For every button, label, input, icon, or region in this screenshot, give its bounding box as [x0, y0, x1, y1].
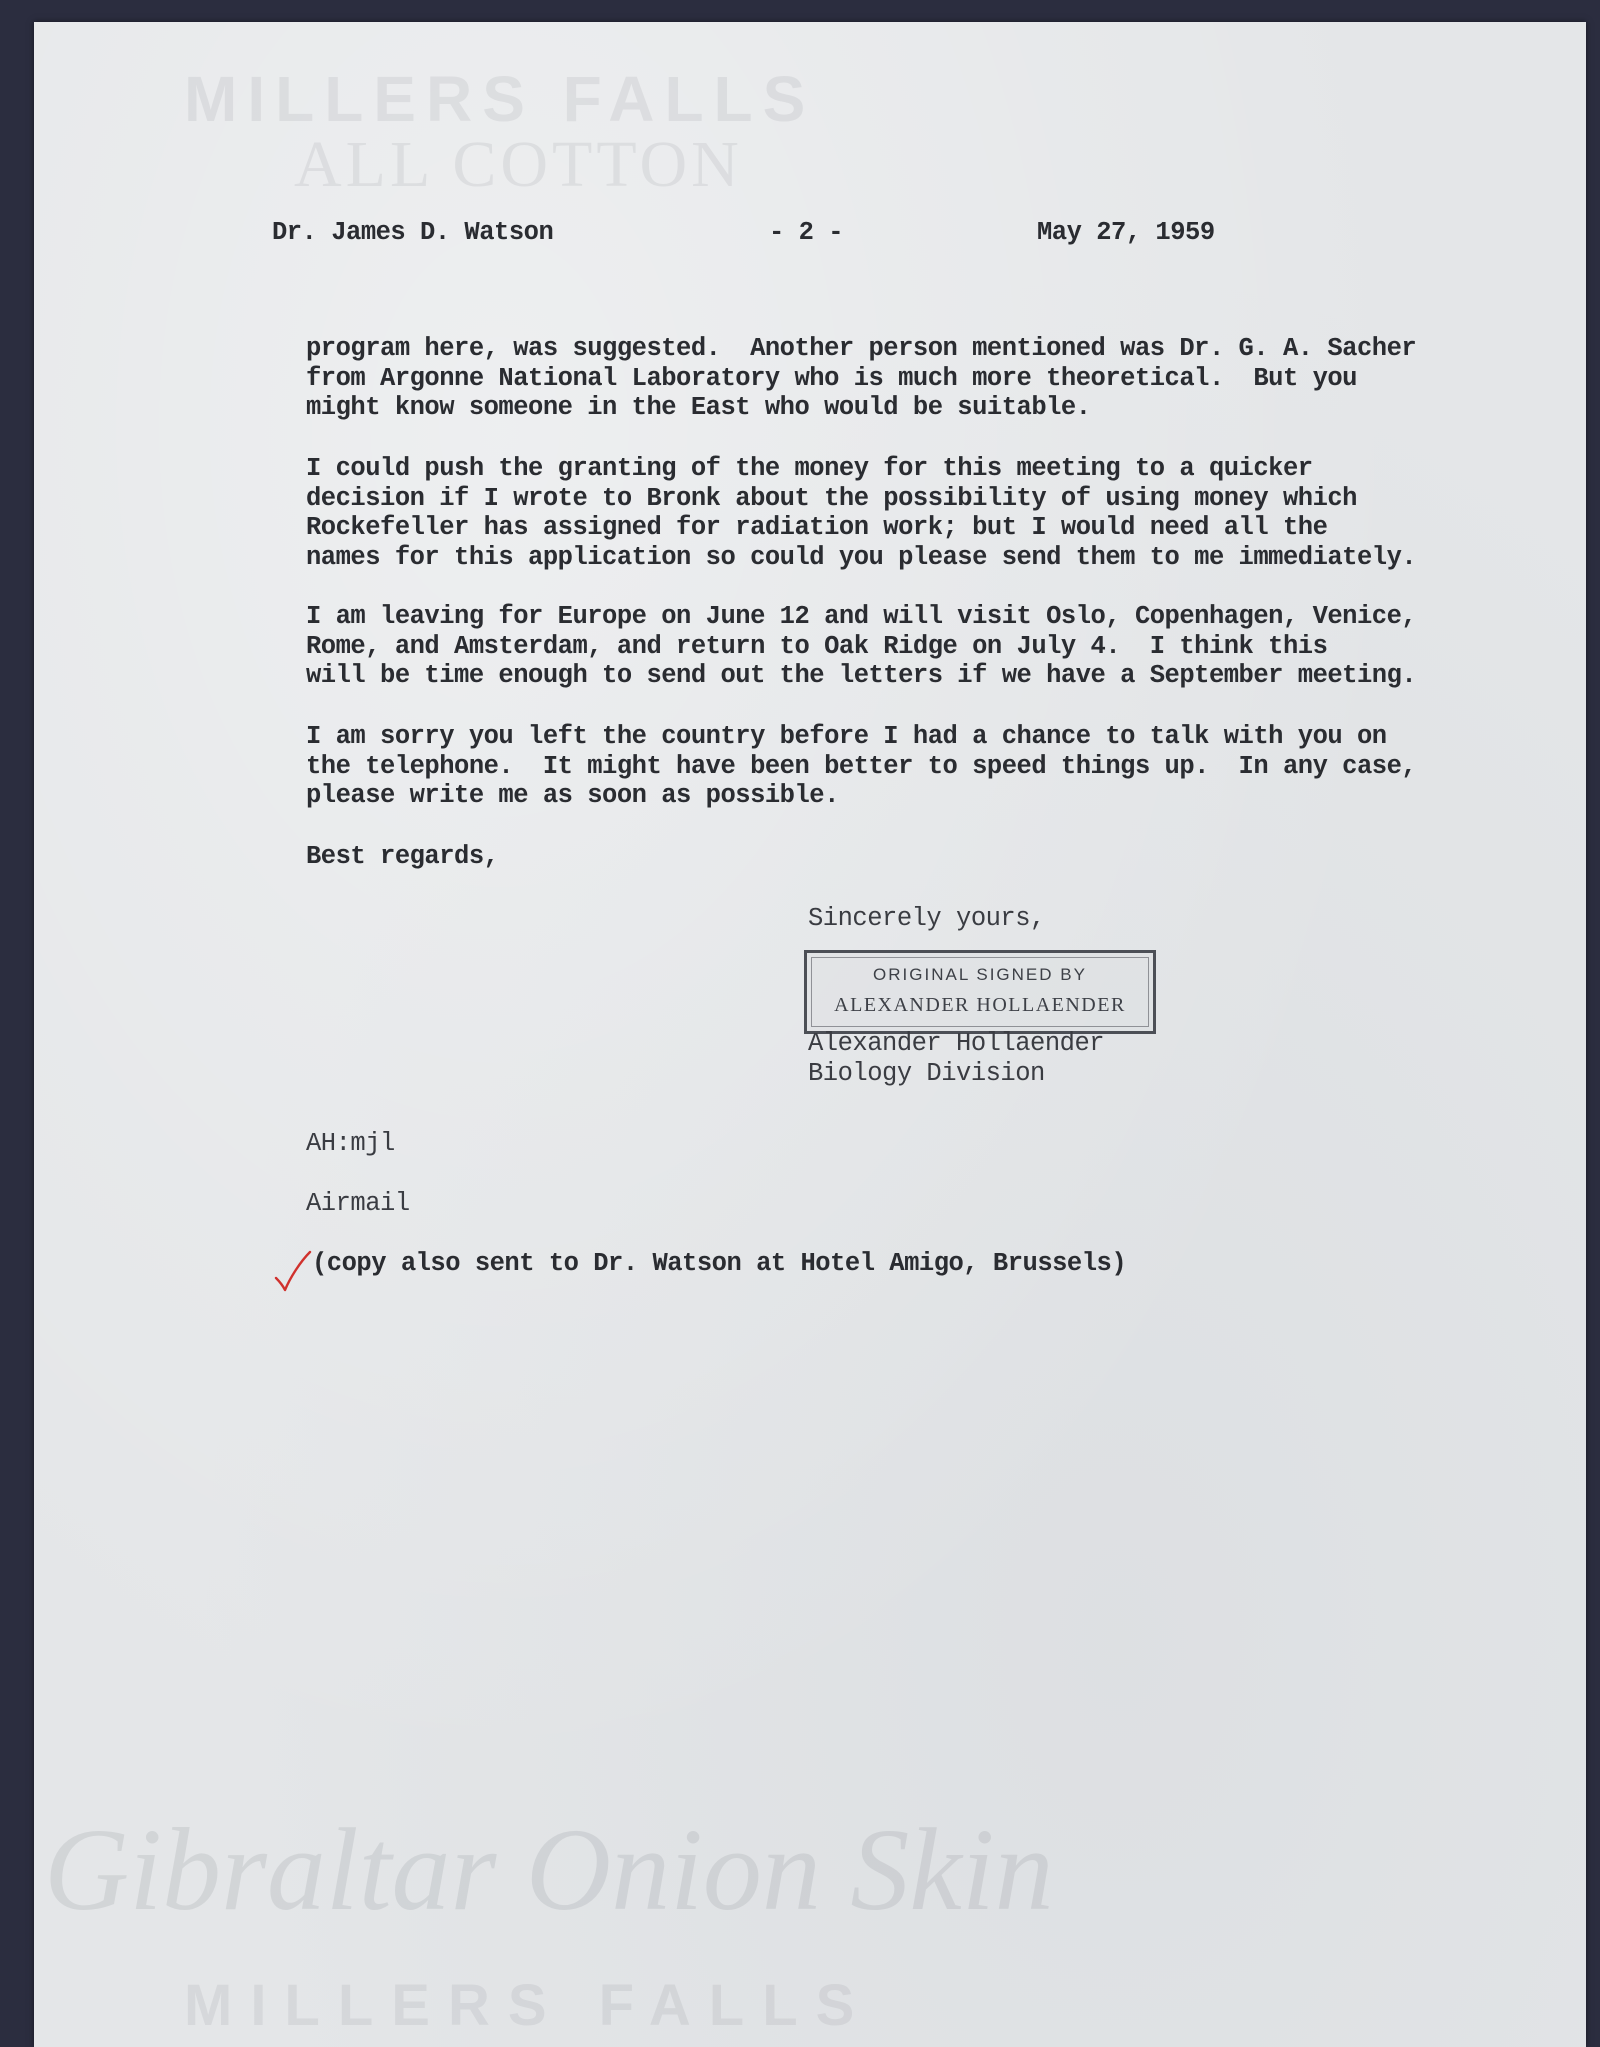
- body-line: the telephone. It might have been better to speed things up. In any case,: [306, 751, 1417, 781]
- signer-division: Biology Division: [808, 1059, 1045, 1088]
- watermark-bottom-line-1: Gibraltar Onion Skin: [44, 1804, 1054, 1935]
- signature-stamp: [804, 950, 1156, 1034]
- body-paragraph-1: [306, 334, 1416, 423]
- body-paragraph-4: [306, 722, 1416, 811]
- body-line: decision if I wrote to Bronk about the possibility of using money which: [306, 483, 1357, 513]
- body-paragraph-3: [306, 602, 1416, 691]
- letter-page: [34, 22, 1586, 2047]
- header-recipient: Dr. James D. Watson: [272, 218, 554, 247]
- signer-name: Alexander Hollaender: [808, 1029, 1105, 1058]
- body-line: I am sorry you left the country before I had a chance to talk with you on: [306, 722, 1387, 751]
- body-line: from Argonne National Laboratory who is much more theoretical. But you: [306, 363, 1357, 393]
- body-line: please write me as soon as possible.: [306, 781, 839, 811]
- check-mark-icon: [274, 1250, 314, 1294]
- greeting: Best regards,: [306, 842, 499, 871]
- watermark-top-line-2: ALL COTTON: [294, 128, 743, 201]
- body-line: might know someone in the East who would be suitable.: [306, 393, 1091, 423]
- body-line: will be time enough to send out the letters if we have a September meeting.: [306, 661, 1417, 691]
- header-page-number: - 2 -: [769, 218, 844, 247]
- body-line: program here, was suggested. Another person mentioned was Dr. G. A. Sacher: [306, 334, 1417, 363]
- body-line: Rome, and Amsterdam, and return to Oak Ridge on July 4. I think this: [306, 631, 1328, 661]
- complimentary-close: Sincerely yours,: [808, 904, 1045, 933]
- watermark-bottom-line-2: MILLERS FALLS: [184, 1973, 873, 2038]
- watermark-top-line-1: MILLERS FALLS: [184, 63, 816, 135]
- header-date: May 27, 1959: [1037, 218, 1215, 247]
- body-line: names for this application so could you please send them to me immediately.: [306, 542, 1417, 572]
- body-line: I could push the granting of the money for this meeting to a quicker: [306, 454, 1313, 483]
- stamp-line-2: ALEXANDER HOLLAENDER: [834, 994, 1126, 1016]
- typist-initials: AH:mjl: [306, 1129, 395, 1158]
- delivery-method: Airmail: [306, 1189, 410, 1218]
- body-line: I am leaving for Europe on June 12 and will visit Oslo, Copenhagen, Venice,: [306, 602, 1417, 631]
- body-line: Rockefeller has assigned for radiation work; but I would need all the: [306, 513, 1328, 543]
- body-paragraph-2: [306, 454, 1416, 572]
- stamp-line-1: ORIGINAL SIGNED BY: [873, 965, 1087, 984]
- copy-note: (copy also sent to Dr. Watson at Hotel Amigo, Brussels): [312, 1249, 1127, 1278]
